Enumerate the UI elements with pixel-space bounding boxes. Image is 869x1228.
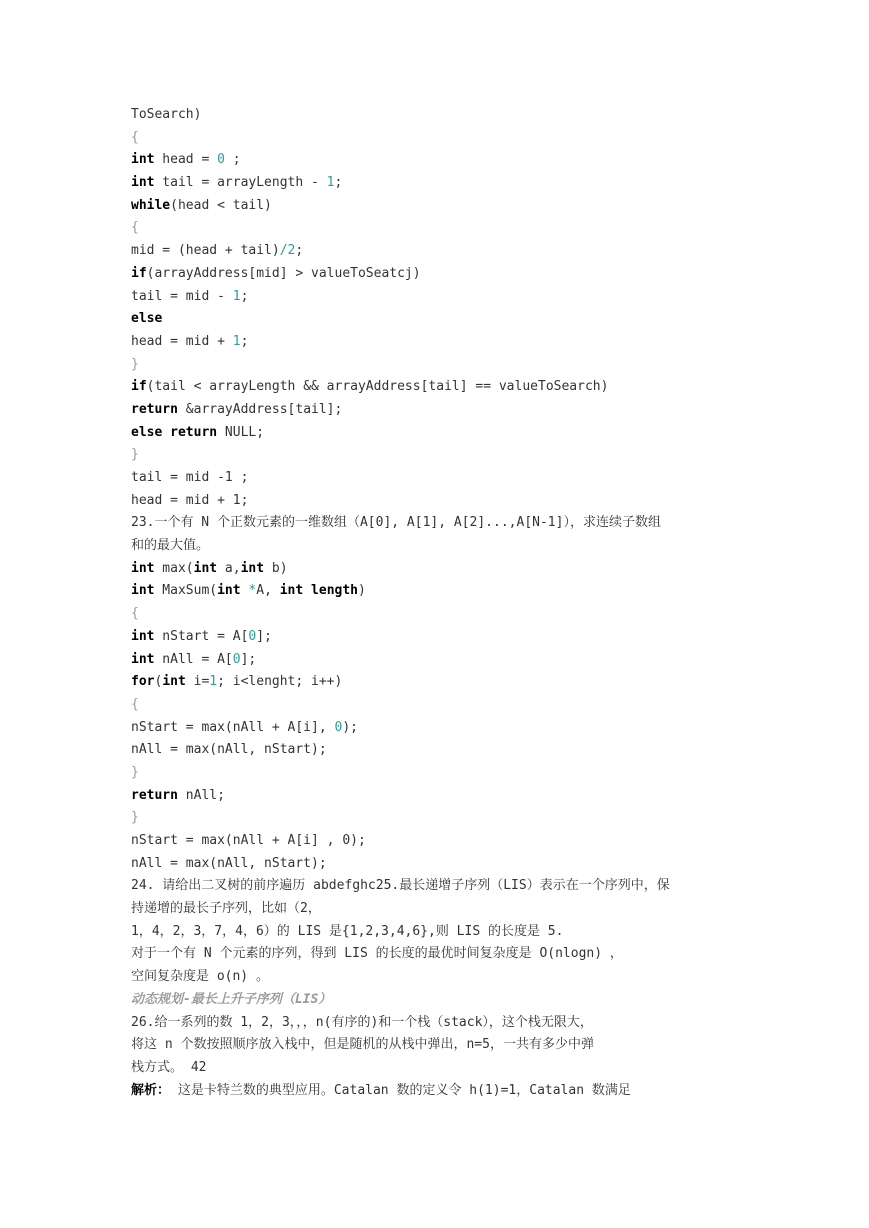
text-segment: ( — [154, 674, 163, 690]
text-segment: } — [131, 810, 139, 826]
text-segment: int length — [279, 583, 359, 599]
text-segment: nAll = max(nAll, nStart); — [131, 742, 327, 758]
text-line — [131, 649, 831, 672]
text-line — [131, 807, 831, 830]
text-segment: 0 — [334, 719, 343, 735]
text-line — [131, 898, 831, 921]
text-segment: if — [131, 379, 147, 395]
text-segment: 0 — [217, 152, 225, 168]
text-line — [131, 490, 831, 513]
text-segment: nAll = A[ — [154, 651, 233, 667]
text-segment: if — [131, 265, 147, 281]
text-line — [131, 762, 831, 785]
text-line — [131, 286, 831, 309]
text-segment: 空间复杂度是 o(n) 。 — [131, 969, 269, 985]
text-segment: head = — [154, 152, 218, 168]
text-line — [131, 376, 831, 399]
text-segment: NULL; — [217, 424, 265, 440]
text-line — [131, 535, 831, 558]
text-line — [131, 943, 831, 966]
text-segment: { — [131, 220, 139, 236]
text-line — [131, 989, 831, 1012]
text-segment: tail = mid - — [131, 288, 233, 304]
text-segment: } — [131, 764, 139, 780]
text-segment: ToSearch) — [131, 107, 202, 122]
text-line — [131, 1080, 831, 1103]
text-segment: 2 — [287, 243, 296, 259]
text-segment: ]; — [240, 651, 257, 667]
text-segment: mid = (head + tail) — [131, 243, 280, 259]
text-line — [131, 240, 831, 263]
text-line — [131, 217, 831, 240]
text-line — [131, 830, 831, 853]
text-line — [131, 308, 831, 331]
text-segment: ) — [358, 583, 366, 599]
text-line — [131, 739, 831, 762]
text-line — [131, 399, 831, 422]
text-line — [131, 195, 831, 218]
text-segment: max( — [154, 560, 194, 576]
text-line — [131, 875, 831, 898]
text-segment: 这是卡特兰数的典型应用。Catalan 数的定义令 h(1)=1，Catalan 数满足 — [170, 1082, 631, 1098]
text-segment: 1，4，2，3，7，4，6）的 LIS 是{1,2,3,4,6},则 LIS 的长度是 5. — [131, 923, 564, 939]
text-segment: else — [131, 311, 163, 327]
text-segment: while — [131, 197, 171, 213]
text-segment: 持递增的最长子序列，比如（2， — [131, 901, 321, 917]
text-segment: { — [131, 129, 139, 145]
text-segment: } — [131, 356, 139, 372]
text-segment: return — [131, 787, 178, 803]
text-segment: tail = arrayLength - — [154, 175, 327, 191]
text-segment: 0 — [248, 628, 257, 644]
text-segment: b) — [264, 560, 288, 576]
text-segment: 0 — [232, 651, 241, 667]
text-line — [131, 512, 831, 535]
text-segment: ; — [224, 152, 241, 168]
text-line — [131, 580, 831, 603]
text-segment: int — [217, 583, 241, 599]
text-segment: * — [248, 583, 257, 599]
text-line — [131, 785, 831, 808]
text-segment: head = mid + — [131, 333, 233, 349]
text-line — [131, 1057, 831, 1080]
text-line — [131, 422, 831, 445]
text-line — [131, 921, 831, 944]
text-segment: 对于一个有 N 个元素的序列，得到 LIS 的长度的最优时间复杂度是 O(nlogn) ， — [131, 946, 623, 962]
text-line — [131, 149, 831, 172]
text-segment: A, — [256, 583, 280, 599]
text-segment: 解析： — [131, 1082, 171, 1098]
text-segment: 23.一个有 N 个正数元素的一维数组（A[0], A[1], A[2]...,A[N-1]），求连续子数组 — [131, 515, 661, 531]
text-line — [131, 172, 831, 195]
text-segment: ; — [334, 175, 343, 191]
text-line — [131, 1012, 831, 1035]
text-line — [131, 104, 831, 127]
text-segment: 1 — [326, 175, 335, 191]
text-line — [131, 127, 831, 150]
text-segment: ]; — [256, 628, 272, 644]
text-segment: { — [131, 696, 139, 712]
text-segment: int — [131, 628, 155, 644]
text-segment: MaxSum( — [154, 583, 218, 599]
text-segment: int — [131, 583, 155, 599]
text-segment: nStart = max(nAll + A[i] , 0); — [131, 833, 366, 848]
text-segment: int — [131, 651, 155, 667]
text-segment: int — [193, 560, 218, 576]
text-segment: i= — [185, 674, 210, 690]
text-segment: nAll; — [177, 787, 225, 803]
text-line — [131, 694, 831, 717]
text-segment: &arrayAddress[tail]; — [177, 401, 343, 417]
text-segment: 24. 请给出二叉树的前序遍历 abdefghc25.最长递增子序列（LIS）表示在一个序列中，保 — [131, 878, 670, 894]
text-segment: ; — [295, 243, 304, 259]
text-segment: 26.给一系列的数 1，2，3，，，n(有序的)和一个栈（stack），这个栈无限大， — [131, 1014, 593, 1030]
text-segment: ; — [240, 288, 249, 304]
text-segment: { — [131, 606, 139, 622]
text-segment: int — [240, 560, 265, 576]
text-segment: head = mid + 1; — [131, 492, 249, 508]
text-segment: int — [131, 560, 155, 576]
text-segment: nStart = A[ — [154, 628, 249, 644]
text-line — [131, 331, 831, 354]
text-segment: int — [131, 175, 155, 191]
text-segment: int — [162, 674, 186, 690]
text-line — [131, 853, 831, 876]
text-segment: ; — [240, 333, 249, 349]
text-segment: nStart = max(nAll + A[i], — [131, 719, 335, 735]
text-segment: nAll = max(nAll, nStart); — [131, 855, 327, 871]
text-segment: tail = mid -1 ; — [131, 470, 249, 485]
text-segment: for — [131, 674, 155, 690]
text-segment: 栈方式。 42 — [131, 1059, 207, 1075]
text-segment: return — [131, 401, 178, 417]
text-line — [131, 626, 831, 649]
text-segment: 将这 n 个数按照顺序放入栈中，但是随机的从栈中弹出，n=5，一共有多少中弹 — [131, 1037, 594, 1053]
text-line — [131, 263, 831, 286]
text-segment: (tail < arrayLength && arrayAddress[tail] == valueToSearch) — [146, 379, 609, 395]
text-line — [131, 444, 831, 467]
text-segment: } — [131, 447, 139, 463]
text-line — [131, 603, 831, 626]
text-segment: a, — [217, 560, 241, 576]
text-segment: 和的最大值。 — [131, 538, 210, 554]
document-page — [131, 104, 831, 1102]
text-line — [131, 558, 831, 581]
text-segment: 1 — [232, 288, 241, 304]
text-line — [131, 671, 831, 694]
text-segment: 1 — [209, 674, 218, 690]
text-segment: ); — [342, 719, 358, 735]
text-segment: else return — [131, 424, 218, 440]
text-segment: (head < tail) — [170, 197, 272, 213]
text-line — [131, 354, 831, 377]
text-segment: 动态规划-最长上升子序列（LIS） — [131, 991, 332, 1007]
text-segment: / — [279, 243, 288, 259]
text-line — [131, 1034, 831, 1057]
text-segment: ; i<lenght; i++) — [217, 674, 343, 690]
text-line — [131, 966, 831, 989]
text-segment: int — [131, 152, 155, 168]
text-segment: 1 — [232, 333, 241, 349]
text-segment: (arrayAddress[mid] > valueToSeatcj) — [146, 265, 421, 281]
text-line — [131, 717, 831, 740]
text-line — [131, 467, 831, 490]
